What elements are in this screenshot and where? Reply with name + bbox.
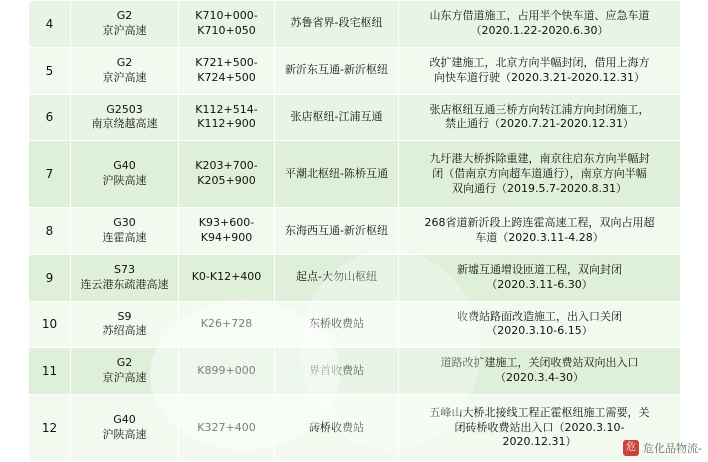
desc-line: （2020.1.22-2020.6.30） <box>470 23 609 37</box>
row-description <box>399 348 681 395</box>
row-road <box>71 1 179 48</box>
row-index: 10 <box>29 301 71 348</box>
row-pile <box>179 208 275 255</box>
row-description <box>399 301 681 348</box>
pile-start: K26+728 <box>200 317 253 331</box>
row-description <box>399 47 681 94</box>
construction-schedule-table <box>28 0 681 462</box>
table-row <box>29 1 681 48</box>
row-road <box>71 395 179 462</box>
row-pile <box>179 301 275 348</box>
desc-line: 山东方借道施工，占用半个快车道、应急车道 <box>429 9 650 23</box>
pile-end: K205+900 <box>197 174 256 188</box>
desc-line: 改扩建施工，北京方向半幅封闭，借用上海方 <box>429 55 650 69</box>
pile-end: K94+900 <box>200 230 253 244</box>
row-road <box>71 208 179 255</box>
row-index: 11 <box>29 348 71 395</box>
table-row <box>29 208 681 255</box>
row-pile <box>179 1 275 48</box>
pile-start: K203+700- <box>195 159 258 173</box>
road-name: 沪陕高速 <box>102 428 147 442</box>
row-description <box>399 1 681 48</box>
row-road <box>71 141 179 208</box>
row-index: 5 <box>29 47 71 94</box>
road-name: 京沪高速 <box>102 371 147 385</box>
row-section: 砖桥收费站 <box>275 395 399 462</box>
road-code: G40 <box>113 413 136 427</box>
road-code: S9 <box>117 309 132 323</box>
row-index: 4 <box>29 1 71 48</box>
row-index: 8 <box>29 208 71 255</box>
pile-start: K0-K12+400 <box>191 270 262 284</box>
row-section: 东海西互通-新沂枢纽 <box>275 208 399 255</box>
pile-start: K93+600- <box>198 216 255 230</box>
table-row <box>29 254 681 301</box>
desc-line: 车道（2020.3.11-4.28） <box>475 230 604 244</box>
account-name: 危化品物流- <box>643 442 702 455</box>
row-section: 平潮北枢纽-陈桥互通 <box>275 141 399 208</box>
left-margin <box>0 0 28 462</box>
table-row <box>29 301 681 348</box>
row-section: 东桥收费站 <box>275 301 399 348</box>
pile-start: K721+500- <box>195 55 258 69</box>
row-index: 9 <box>29 254 71 301</box>
desc-line: 向快车道行驶（2020.3.21-2020.12.31） <box>434 70 645 84</box>
road-name: 连云港东疏港高速 <box>80 277 169 291</box>
account-badge <box>623 440 702 456</box>
row-description <box>399 208 681 255</box>
road-code: S73 <box>114 262 135 276</box>
row-section: 新沂东互通-新沂枢纽 <box>275 47 399 94</box>
row-description <box>399 254 681 301</box>
row-pile <box>179 141 275 208</box>
pile-end: K724+500 <box>197 70 256 84</box>
road-name: 京沪高速 <box>102 23 147 37</box>
desc-line: 五峰山大桥北接线工程正霍枢纽施工需要，关 <box>429 405 650 419</box>
desc-line: 张店枢纽互通三桥方向转江浦方向封闭施工， <box>429 102 650 116</box>
road-code: G2 <box>116 9 133 23</box>
desc-line: 闭砖桥收费站出入口（2020.3.10- <box>454 420 625 434</box>
desc-line: 收费站路面改造施工，出入口关闭 <box>457 309 622 323</box>
pile-start: K327+400 <box>197 420 256 434</box>
pile-end: K112+900 <box>197 117 256 131</box>
row-description <box>399 94 681 141</box>
desc-line: 新墟互通增设匝道工程，双向封闭 <box>457 262 622 276</box>
desc-line: 闭（借南京方向超车道通行），南京方向半幅 <box>432 166 647 180</box>
row-road <box>71 47 179 94</box>
row-pile <box>179 94 275 141</box>
pile-start: K112+514- <box>195 102 258 116</box>
pile-start: K899+000 <box>197 363 256 377</box>
table-row <box>29 94 681 141</box>
row-road <box>71 94 179 141</box>
road-code: G2503 <box>106 102 143 116</box>
row-section: 起点-大勿山枢纽 <box>275 254 399 301</box>
row-pile <box>179 254 275 301</box>
row-index: 7 <box>29 141 71 208</box>
table-row <box>29 395 681 462</box>
right-margin <box>680 0 708 462</box>
row-pile <box>179 47 275 94</box>
desc-line: 双向通行（2019.5.7-2020.8.31） <box>452 181 627 195</box>
road-name: 南京绕越高速 <box>91 117 158 131</box>
desc-line: 道路改扩建施工，关闭收费站双向出入口 <box>440 356 639 370</box>
row-pile <box>179 395 275 462</box>
desc-line: （2020.3.11-6.30） <box>486 277 593 291</box>
pile-start: K710+000- <box>195 9 258 23</box>
row-section: 张店枢纽-江浦互通 <box>275 94 399 141</box>
road-code: G2 <box>116 356 133 370</box>
account-logo-icon: 危 <box>623 440 639 456</box>
road-code: G2 <box>116 55 133 69</box>
row-pile <box>179 348 275 395</box>
road-name: 苏绍高速 <box>102 324 147 338</box>
table-row <box>29 47 681 94</box>
row-road <box>71 301 179 348</box>
road-code: G40 <box>113 159 136 173</box>
desc-line: （2020.3.4-30） <box>495 371 584 385</box>
row-section: 界首收费站 <box>275 348 399 395</box>
row-index: 12 <box>29 395 71 462</box>
table-row <box>29 141 681 208</box>
pile-end: K710+050 <box>197 23 256 37</box>
road-name: 沪陕高速 <box>102 174 147 188</box>
desc-line: （2020.3.10-6.15） <box>486 324 593 338</box>
row-road <box>71 254 179 301</box>
desc-line: 268省道新沂段上跨连霍高速工程，双向占用超 <box>424 216 655 230</box>
desc-line: 2020.12.31） <box>502 435 577 449</box>
road-name: 连霍高速 <box>102 230 147 244</box>
row-description <box>399 141 681 208</box>
road-code: G30 <box>113 216 136 230</box>
row-section: 苏鲁省界-段宅枢纽 <box>275 1 399 48</box>
desc-line: 禁止通行（2020.7.21-2020.12.31） <box>445 117 634 131</box>
road-name: 京沪高速 <box>102 70 147 84</box>
desc-line: 九圩港大桥拆除重建，南京往启东方向半幅封 <box>429 151 650 165</box>
row-road <box>71 348 179 395</box>
row-index: 6 <box>29 94 71 141</box>
table-row <box>29 348 681 395</box>
